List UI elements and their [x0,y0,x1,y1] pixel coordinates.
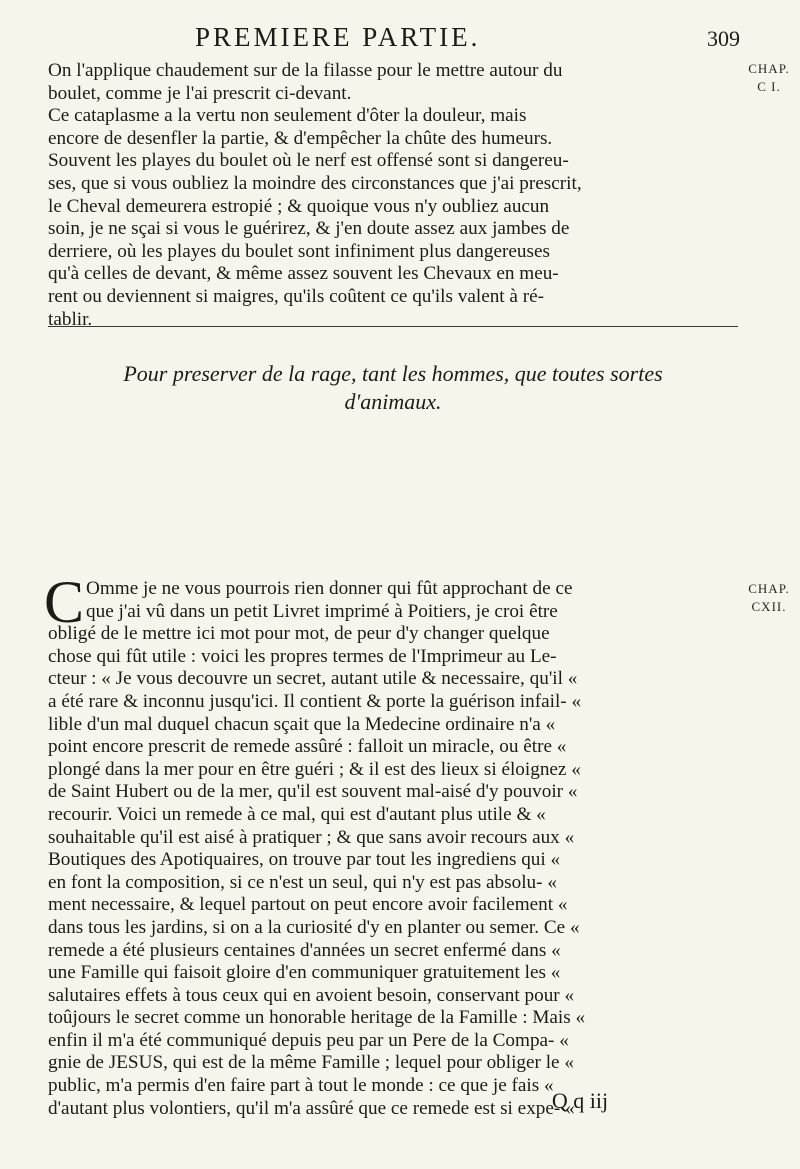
text-line: Ce cataplasme a la vertu non seulement d'ôter la douleur, mais [48,105,527,127]
text-line: recourir. Voici un remede à ce mal, qui est d'autant plus utile & « [48,803,546,825]
text-line: dans tous les jardins, si on a la curiosité d'y en planter ou semer. Ce « [48,916,580,938]
text-line: point encore prescrit de remede assûré : falloit un miracle, ou être « [48,736,567,758]
text-line: de Saint Hubert ou de la mer, qu'il est souvent mal-aisé d'y pouvoir « [48,781,578,803]
text-line: Boutiques des Apotiquaires, on trouve par tout les ingrediens qui « [48,849,561,871]
signature-mark: Q q iij [551,1088,609,1113]
text-line: Omme je ne vous pourrois rien donner qui fût approchant de ce [86,578,573,599]
section-heading-line2: d'animaux. [344,389,442,414]
text-line: public, m'a permis d'en faire part à tout le monde : ce que je fais « [48,1075,554,1097]
section-divider [48,326,738,327]
text-line: que j'ai vû dans un petit Livret imprimé à Poitiers, je croi être [86,600,558,622]
text-line: cteur : « Je vous decouvre un secret, autant utile & necessaire, qu'il « [48,668,578,690]
margin-note-chapter-2: CHAP. CXII. [748,581,790,614]
section-heading [48,360,738,416]
text-line: lible d'un mal duquel chacun sçait que la Medecine ordinaire n'a « [48,713,556,735]
paragraph-boulet [48,60,738,331]
text-line: d'autant plus volontiers, qu'il m'a assûré que ce remede est si expe- « [48,1097,575,1119]
text-line: qu'à celles de devant, & même assez souvent les Chevaux en meu- [48,263,559,285]
running-head [60,20,740,52]
margin-note-chapter: CHAP. C I. [748,61,790,94]
drop-capital: C [44,569,85,635]
text-line: tablir. [48,308,93,330]
text-line: en font la composition, si ce n'est un seul, qui n'y est pas absolu- « [48,871,557,893]
text-line: obligé de le mettre ici mot pour mot, de peur d'y changer quelque [48,623,550,645]
text-line: enfin il m'a été communiqué depuis peu par un Pere de la Compa- « [48,1029,569,1051]
text-line: soin, je ne sçai si vous le guérirez, & j'en doute assez aux jambes de [48,218,570,240]
text-line: boulet, comme je l'ai prescrit ci-devant. [48,82,352,104]
running-head-title: PREMIERE PARTIE. [195,22,481,52]
text-line: gnie de JESUS, qui est de la même Famille ; lequel pour obliger le « [48,1052,574,1074]
text-line: rent ou deviennent si maigres, qu'ils coûtent ce qu'ils valent à ré- [48,285,545,307]
text-line: plongé dans la mer pour en être guéri ; & il est des lieux si éloignez « [48,758,581,780]
text-line: Souvent les playes du boulet où le nerf est offensé sont si dangereu- [48,150,569,172]
text-line: ment necessaire, & lequel partout on peut encore avoir facilement « [48,894,568,916]
text-line: derriere, où les playes du boulet sont infiniment plus dangereuses [48,240,550,262]
text-line: encore de desenfler la partie, & d'empêcher la chûte des humeurs. [48,127,553,149]
text-line: souhaitable qu'il est aisé à pratiquer ; & que sans avoir recours aux « [48,826,575,848]
page-number: 309 [707,26,740,51]
text-line: On l'applique chaudement sur de la filasse pour le mettre autour du [48,60,563,81]
text-line: ses, que si vous oubliez la moindre des circonstances que j'ai prescrit, [48,172,582,194]
text-line: toûjours le secret comme un honorable heritage de la Famille : Mais « [48,1007,586,1029]
text-line: remede a été plusieurs centaines d'années un secret enfermé dans « [48,939,561,961]
text-line: une Famille qui faisoit gloire d'en communiquer gratuitement les « [48,962,561,984]
text-line: chose qui fût utile : voici les propres termes de l'Imprimeur au Le- [48,645,557,667]
section-heading-line1: Pour preserver de la rage, tant les hommes, que toutes sortes [123,361,663,386]
paragraph-rage-remedy [48,578,738,1120]
text-line: le Cheval demeurera estropié ; & quoique vous n'y oubliez aucun [48,195,550,217]
text-line: salutaires effets à tous ceux qui en avoient besoin, conservant pour « [48,984,575,1006]
text-line: a été rare & inconnu jusqu'ici. Il contient & porte la guérison infail- « [48,690,582,712]
